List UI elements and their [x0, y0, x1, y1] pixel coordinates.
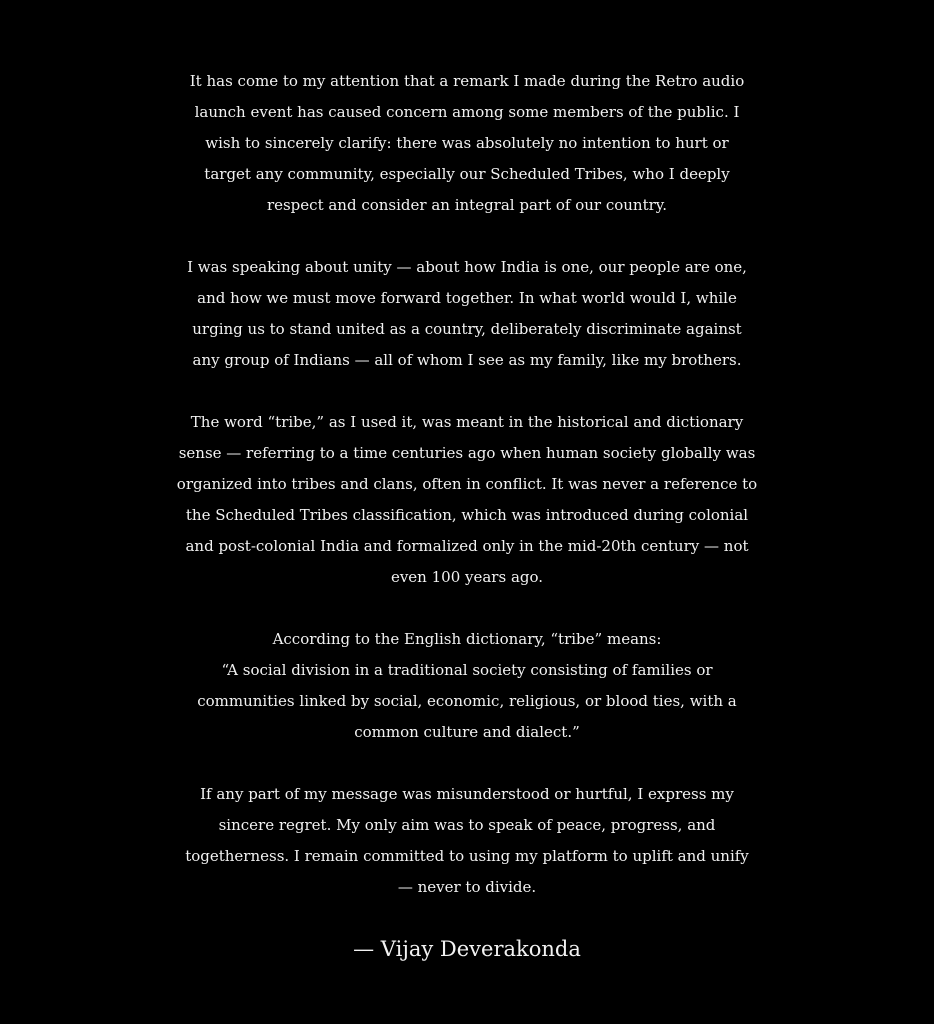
statement-body — [0, 66, 934, 965]
text-line: It has come to my attention that a remark I made during the Retro audio — [189, 72, 745, 90]
text-line: the Scheduled Tribes classification, which was introduced during colonial — [185, 506, 749, 524]
text-line: any group of Indians — all of whom I see as my family, like my brothers. — [192, 351, 742, 369]
text-line: urging us to stand united as a country, deliberately discriminate against — [192, 320, 742, 338]
text-line: togetherness. I remain committed to using my platform to uplift and unify — [185, 847, 749, 865]
paragraph-clarification — [0, 66, 934, 221]
text-line: even 100 years ago. — [390, 568, 544, 586]
text-line: I was speaking about unity — about how India is one, our people are one, — [187, 258, 747, 276]
text-line: and post-colonial India and formalized only in the mid-20th century — not — [185, 537, 749, 555]
paragraph-unity — [0, 252, 934, 376]
text-line: sincere regret. My only aim was to speak of peace, progress, and — [218, 816, 716, 834]
text-line: target any community, especially our Scheduled Tribes, who I deeply — [204, 165, 730, 183]
text-line: If any part of my message was misunderstood or hurtful, I express my — [200, 785, 734, 803]
paragraph-regret — [0, 779, 934, 903]
text-line: and how we must move forward together. In what world would I, while — [197, 289, 737, 307]
text-line: wish to sincerely clarify: there was absolutely no intention to hurt or — [205, 134, 729, 152]
text-line: common culture and dialect.” — [354, 723, 580, 741]
text-line: organized into tribes and clans, often in conflict. It was never a reference to — [176, 475, 758, 493]
text-line: The word “tribe,” as I used it, was meant in the historical and dictionary — [190, 413, 744, 431]
text-line: “A social division in a traditional society consisting of families or — [221, 661, 713, 679]
paragraph-word-meaning — [0, 407, 934, 593]
text-line: launch event has caused concern among some members of the public. I — [194, 103, 740, 121]
paragraph-dictionary-definition — [0, 624, 934, 748]
text-line: — never to divide. — [397, 878, 537, 896]
text-line: communities linked by social, economic, religious, or blood ties, with a — [197, 692, 737, 710]
text-line: respect and consider an integral part of our country. — [266, 196, 668, 214]
text-line: According to the English dictionary, “tribe” means: — [272, 630, 662, 648]
signature: — Vijay Deverakonda — [353, 937, 581, 961]
text-line: sense — referring to a time centuries ago when human society globally was — [178, 444, 756, 462]
